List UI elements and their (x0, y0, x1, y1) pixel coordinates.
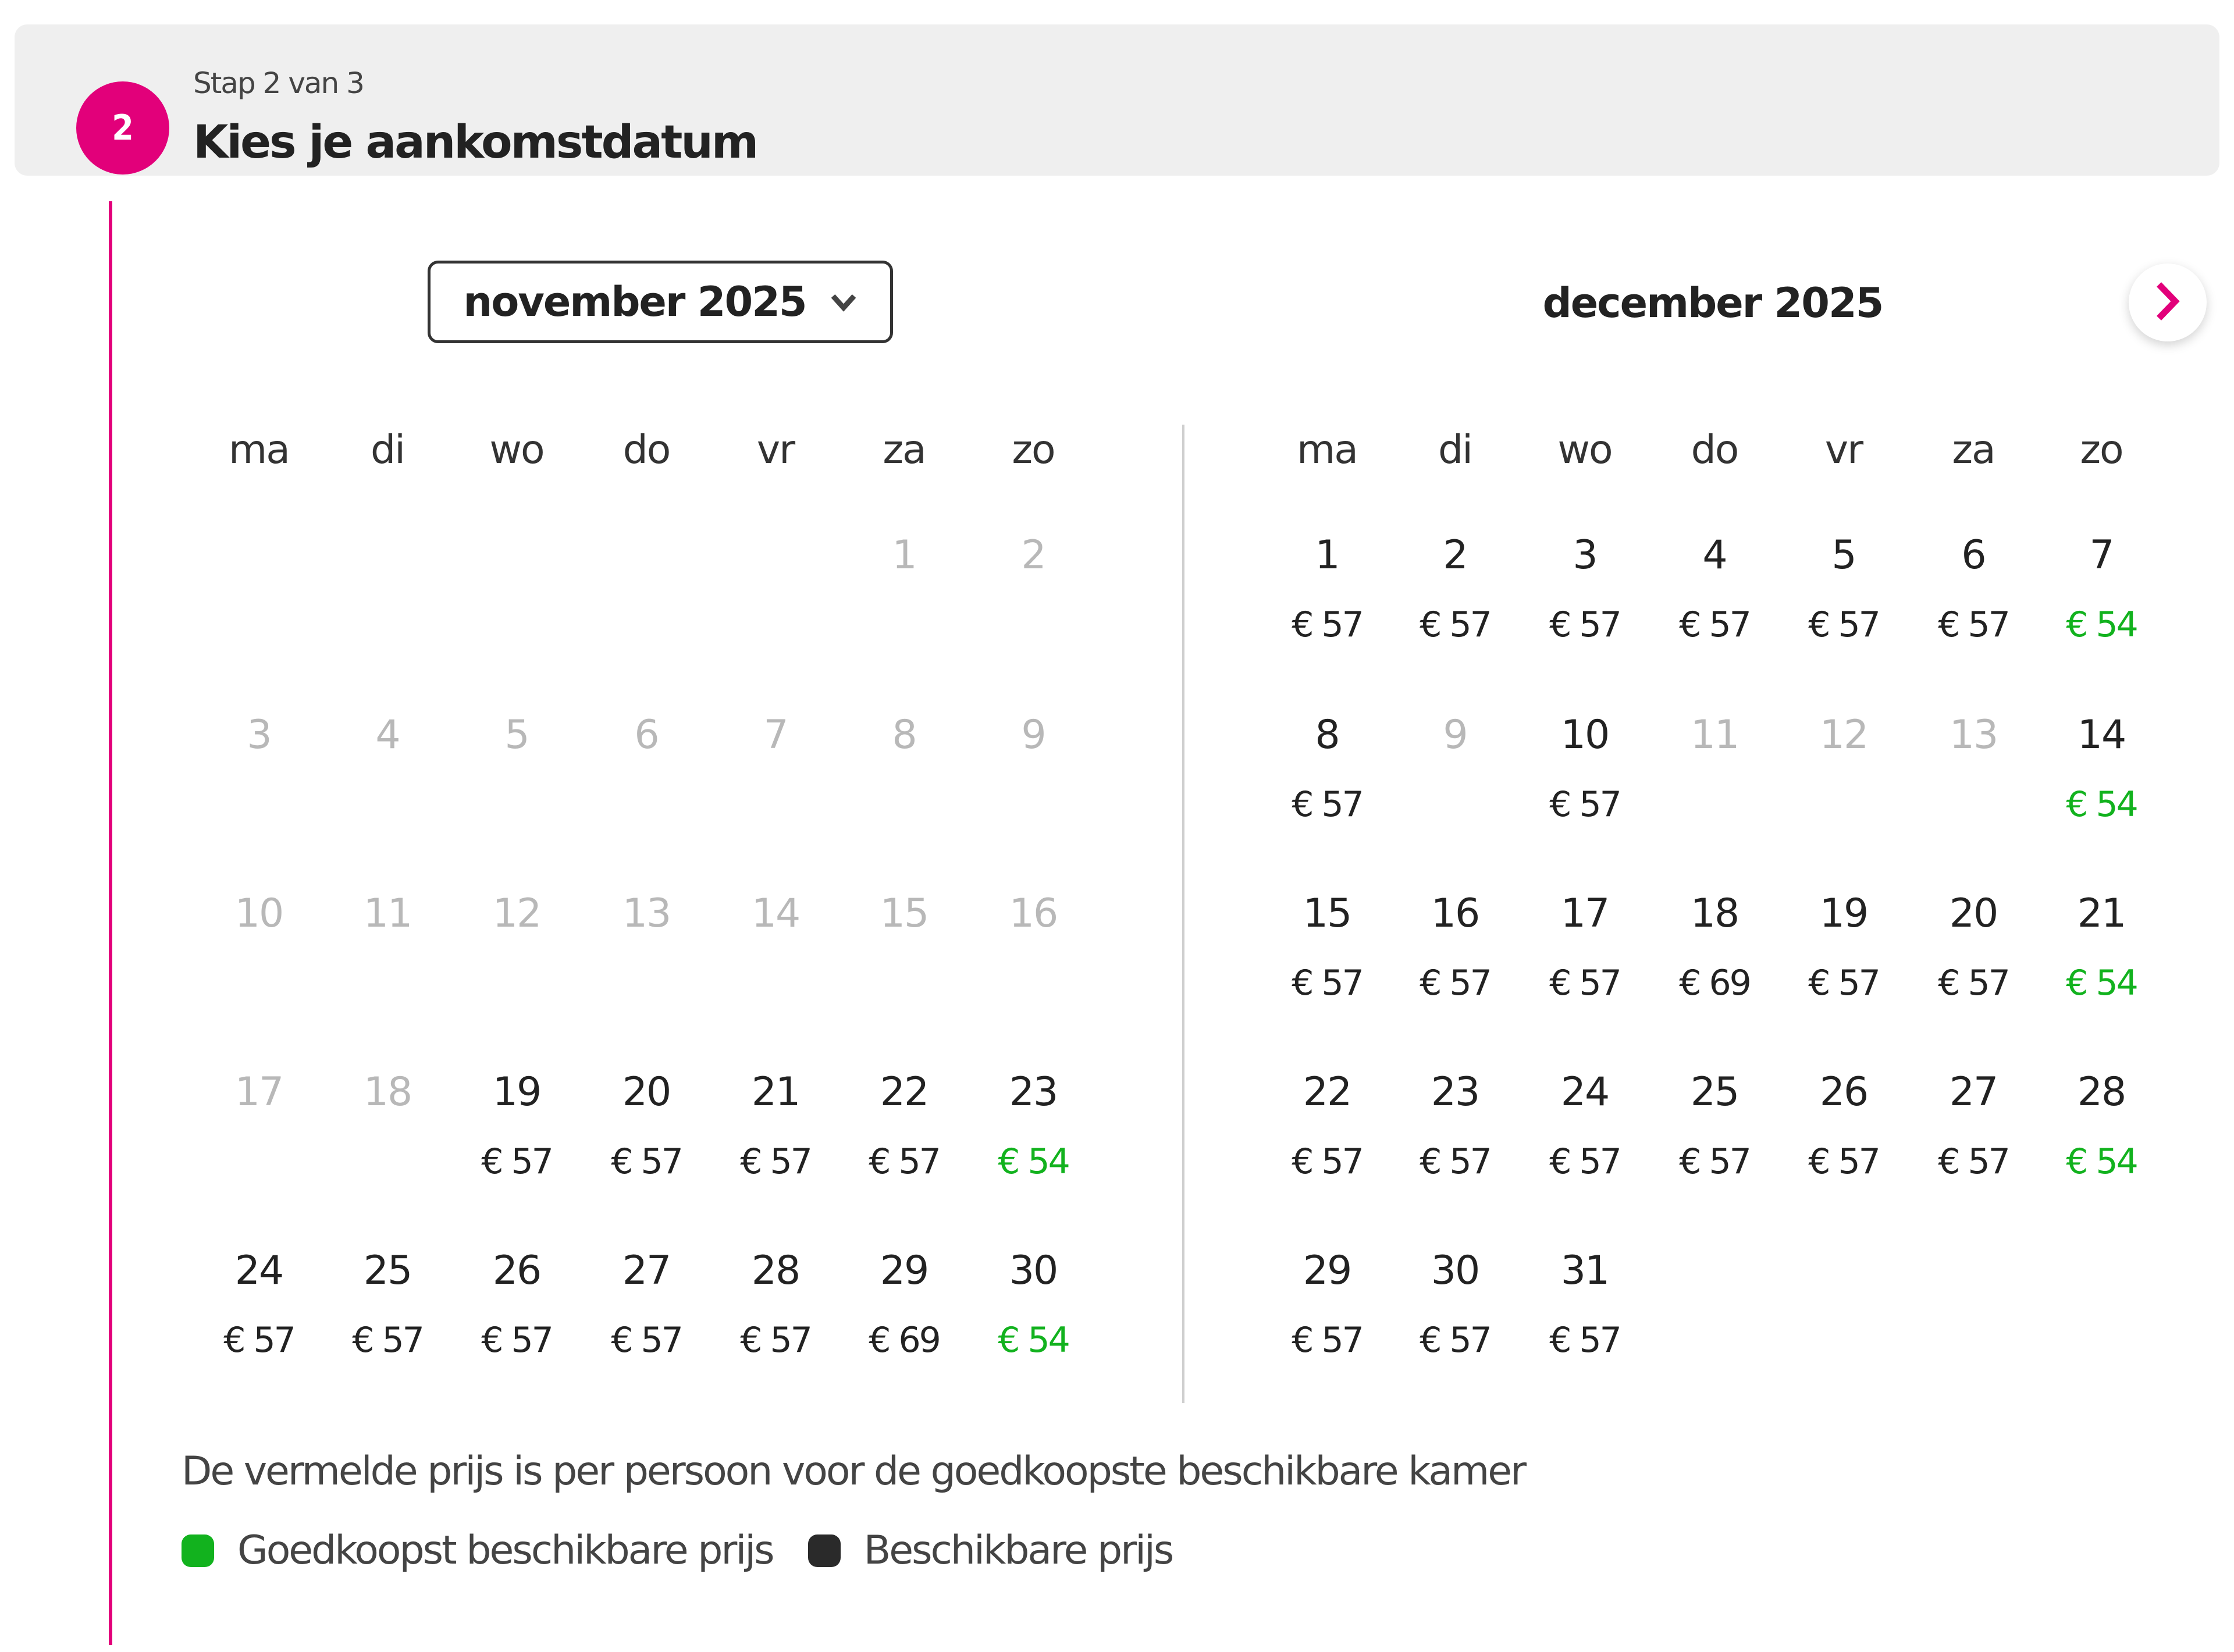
day-cell-november-1 (846, 532, 962, 579)
day-cell-november-18 (329, 1069, 446, 1116)
day-number: 13 (622, 891, 671, 937)
legend-dark-dot-icon (808, 1534, 841, 1567)
day-cell-december-14[interactable] (2043, 712, 2160, 825)
day-number: 13 (1949, 712, 1998, 758)
day-number: 16 (1009, 891, 1058, 937)
weekday-header-ma: ma (1297, 427, 1357, 473)
day-price: € 54 (998, 1320, 1069, 1361)
day-price: € 57 (611, 1320, 682, 1361)
day-price: € 57 (1292, 963, 1363, 1003)
day-price: € 57 (1420, 963, 1490, 1003)
day-price: € 57 (1420, 1320, 1490, 1361)
chevron-down-icon (830, 288, 858, 316)
day-price: € 57 (1679, 604, 1750, 645)
day-cell-november-24[interactable] (201, 1248, 317, 1361)
day-cell-november-13 (588, 891, 705, 937)
day-cell-november-12 (458, 891, 575, 937)
day-cell-december-22[interactable] (1269, 1069, 1385, 1182)
day-price: € 57 (223, 1320, 294, 1361)
day-cell-november-27[interactable] (588, 1248, 705, 1361)
day-price: € 57 (1549, 963, 1620, 1003)
day-cell-november-23[interactable] (975, 1069, 1091, 1182)
day-cell-december-17[interactable] (1527, 891, 1643, 1003)
day-cell-november-16 (975, 891, 1091, 937)
day-number: 25 (1690, 1069, 1739, 1115)
day-cell-december-25[interactable] (1656, 1069, 1773, 1182)
step-progress-label: Stap 2 van 3 (193, 66, 364, 100)
day-cell-november-19[interactable] (458, 1069, 575, 1182)
next-month-button[interactable] (2129, 264, 2207, 341)
day-price: € 57 (1549, 1141, 1620, 1182)
calendar-divider (1182, 425, 1184, 1403)
step-header (15, 24, 2219, 176)
day-cell-december-7[interactable] (2043, 532, 2160, 645)
day-cell-december-13 (1915, 712, 2032, 759)
day-number: 29 (880, 1248, 929, 1294)
day-price: € 57 (1808, 1141, 1879, 1182)
day-cell-november-7 (717, 712, 834, 759)
weekday-header-zo: zo (2080, 427, 2123, 473)
day-cell-november-14 (717, 891, 834, 937)
day-price: € 69 (869, 1320, 940, 1361)
day-price: € 57 (1549, 784, 1620, 825)
day-number: 5 (1831, 532, 1856, 578)
day-number: 14 (2077, 712, 2126, 758)
day-cell-december-3[interactable] (1527, 532, 1643, 645)
day-cell-december-8[interactable] (1269, 712, 1385, 825)
legend-cheapest-label: Goedkoopst beschikbare prijs (237, 1528, 773, 1573)
day-cell-november-25[interactable] (329, 1248, 446, 1361)
day-number: 21 (2077, 891, 2126, 937)
day-number: 3 (247, 712, 271, 758)
day-number: 3 (1573, 532, 1597, 578)
day-price: € 57 (1938, 1141, 2009, 1182)
day-number: 28 (2077, 1069, 2126, 1115)
day-number: 14 (751, 891, 800, 937)
weekday-header-di: di (370, 427, 405, 473)
day-number: 20 (1949, 891, 1998, 937)
weekday-header-wo: wo (489, 427, 544, 473)
weekday-header-vr: vr (1824, 427, 1863, 473)
day-number: 18 (1690, 891, 1739, 937)
day-number: 15 (880, 891, 929, 937)
day-number: 5 (504, 712, 529, 758)
weekday-header-zo: zo (1012, 427, 1055, 473)
day-number: 24 (234, 1248, 283, 1294)
day-price: € 57 (740, 1141, 811, 1182)
day-price: € 57 (481, 1141, 552, 1182)
day-price: € 57 (740, 1320, 811, 1361)
day-cell-december-26[interactable] (1785, 1069, 1902, 1182)
day-number: 12 (492, 891, 541, 937)
day-cell-december-24[interactable] (1527, 1069, 1643, 1182)
day-cell-december-15[interactable] (1269, 891, 1385, 1003)
day-price: € 57 (481, 1320, 552, 1361)
day-cell-november-2 (975, 532, 1091, 579)
day-price: € 54 (2066, 963, 2137, 1003)
day-cell-december-21[interactable] (2043, 891, 2160, 1003)
day-number: 2 (1021, 532, 1045, 578)
day-number: 17 (234, 1069, 283, 1115)
day-cell-december-31[interactable] (1527, 1248, 1643, 1361)
price-legend (182, 1528, 1207, 1573)
day-number: 16 (1431, 891, 1479, 937)
day-cell-december-6[interactable] (1915, 532, 2032, 645)
day-price: € 57 (1292, 784, 1363, 825)
day-number: 20 (622, 1069, 671, 1115)
day-price: € 54 (2066, 1141, 2137, 1182)
legend-green-dot-icon (182, 1534, 214, 1567)
day-number: 15 (1303, 891, 1351, 937)
chevron-right-icon (2153, 281, 2182, 324)
day-number: 11 (1690, 712, 1739, 758)
day-number: 25 (363, 1248, 412, 1294)
day-cell-december-30[interactable] (1397, 1248, 1513, 1361)
day-cell-december-16[interactable] (1397, 891, 1513, 1003)
day-cell-november-5 (458, 712, 575, 759)
month-select-dropdown[interactable] (428, 261, 893, 343)
weekday-header-wo: wo (1557, 427, 1612, 473)
day-cell-december-18[interactable] (1656, 891, 1773, 1003)
day-cell-november-10 (201, 891, 317, 937)
weekday-header-do: do (1691, 427, 1738, 473)
day-number: 4 (1702, 532, 1727, 578)
day-cell-november-11 (329, 891, 446, 937)
day-number: 23 (1009, 1069, 1058, 1115)
day-number: 7 (2089, 532, 2114, 578)
day-cell-december-2[interactable] (1397, 532, 1513, 645)
day-cell-december-4[interactable] (1656, 532, 1773, 645)
day-price: € 57 (1292, 604, 1363, 645)
day-price: € 57 (1549, 1320, 1620, 1361)
weekday-header-di: di (1438, 427, 1472, 473)
day-price: € 57 (1292, 1141, 1363, 1182)
day-number: 11 (363, 891, 412, 937)
month-select-value: november 2025 (463, 278, 806, 326)
day-price: € 57 (1808, 604, 1879, 645)
day-cell-november-29[interactable] (846, 1248, 962, 1361)
day-number: 30 (1431, 1248, 1479, 1294)
day-cell-december-1[interactable] (1269, 532, 1385, 645)
day-number: 9 (1021, 712, 1045, 758)
weekday-header-za: za (1952, 427, 1995, 473)
december-month-title: december 2025 (1542, 279, 1883, 327)
day-cell-december-27[interactable] (1915, 1069, 2032, 1182)
day-number: 9 (1443, 712, 1467, 758)
day-cell-november-8 (846, 712, 962, 759)
day-cell-november-15 (846, 891, 962, 937)
weekday-header-ma: ma (229, 427, 289, 473)
day-number: 2 (1443, 532, 1467, 578)
day-cell-december-28[interactable] (2043, 1069, 2160, 1182)
day-number: 26 (1819, 1069, 1868, 1115)
day-price: € 54 (998, 1141, 1069, 1182)
day-cell-november-20[interactable] (588, 1069, 705, 1182)
day-cell-december-19[interactable] (1785, 891, 1902, 1003)
day-cell-december-12 (1785, 712, 1902, 759)
weekday-header-vr: vr (756, 427, 795, 473)
weekday-header-za: za (883, 427, 926, 473)
day-cell-december-23[interactable] (1397, 1069, 1513, 1182)
day-cell-november-4 (329, 712, 446, 759)
day-cell-november-17 (201, 1069, 317, 1116)
day-cell-november-21[interactable] (717, 1069, 834, 1182)
day-number: 31 (1560, 1248, 1609, 1294)
step-number-badge (76, 81, 169, 175)
day-number: 19 (492, 1069, 541, 1115)
step-number: 2 (112, 108, 134, 148)
day-price: € 57 (1808, 963, 1879, 1003)
day-price: € 57 (1679, 1141, 1750, 1182)
day-number: 27 (622, 1248, 671, 1294)
day-cell-november-30[interactable] (975, 1248, 1091, 1361)
day-number: 19 (1819, 891, 1868, 937)
day-cell-december-9 (1397, 712, 1513, 759)
day-number: 17 (1560, 891, 1609, 937)
day-number: 21 (751, 1069, 800, 1115)
weekday-header-do: do (622, 427, 670, 473)
day-number: 1 (892, 532, 916, 578)
day-price: € 57 (869, 1141, 940, 1182)
price-note: De vermelde prijs is per persoon voor de goedkoopste beschikbare kamer (182, 1448, 1525, 1494)
day-number: 6 (1961, 532, 1986, 578)
day-price: € 57 (1420, 604, 1490, 645)
day-price: € 57 (1420, 1141, 1490, 1182)
day-number: 26 (492, 1248, 541, 1294)
day-number: 27 (1949, 1069, 1998, 1115)
day-price: € 57 (352, 1320, 423, 1361)
step-progress-line (109, 201, 112, 1645)
day-cell-november-9 (975, 712, 1091, 759)
day-price: € 57 (611, 1141, 682, 1182)
day-number: 22 (1303, 1069, 1351, 1115)
day-price: € 57 (1938, 963, 2009, 1003)
day-cell-december-11 (1656, 712, 1773, 759)
day-number: 22 (880, 1069, 929, 1115)
day-number: 8 (892, 712, 916, 758)
day-number: 1 (1315, 532, 1339, 578)
day-cell-december-5[interactable] (1785, 532, 1902, 645)
day-cell-november-6 (588, 712, 705, 759)
day-price: € 54 (2066, 784, 2137, 825)
day-cell-december-10[interactable] (1527, 712, 1643, 825)
day-number: 23 (1431, 1069, 1479, 1115)
day-price: € 57 (1938, 604, 2009, 645)
page-title: Kies je aankomstdatum (193, 116, 757, 169)
day-number: 28 (751, 1248, 800, 1294)
day-number: 10 (234, 891, 283, 937)
day-number: 24 (1560, 1069, 1609, 1115)
day-cell-december-29[interactable] (1269, 1248, 1385, 1361)
legend-available-label: Beschikbare prijs (863, 1528, 1173, 1573)
day-number: 6 (634, 712, 659, 758)
day-price: € 57 (1549, 604, 1620, 645)
day-number: 29 (1303, 1248, 1351, 1294)
day-cell-november-3 (201, 712, 317, 759)
day-cell-november-26[interactable] (458, 1248, 575, 1361)
day-number: 10 (1560, 712, 1609, 758)
day-number: 8 (1315, 712, 1339, 758)
day-number: 4 (375, 712, 400, 758)
day-number: 30 (1009, 1248, 1058, 1294)
day-price: € 69 (1679, 963, 1750, 1003)
day-cell-november-22[interactable] (846, 1069, 962, 1182)
day-price: € 54 (2066, 604, 2137, 645)
day-number: 18 (363, 1069, 412, 1115)
day-cell-december-20[interactable] (1915, 891, 2032, 1003)
day-price: € 57 (1292, 1320, 1363, 1361)
day-cell-november-28[interactable] (717, 1248, 834, 1361)
day-number: 7 (763, 712, 788, 758)
day-number: 12 (1819, 712, 1868, 758)
